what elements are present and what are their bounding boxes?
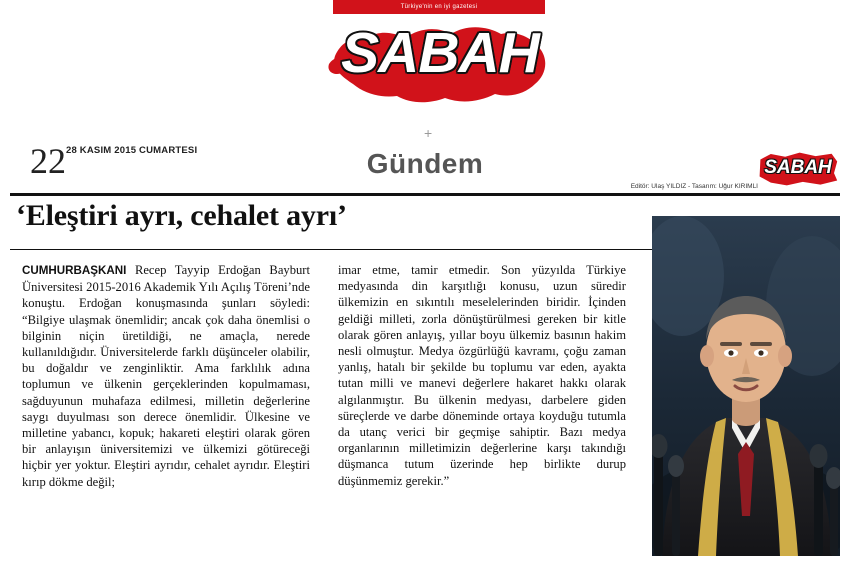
article-lead: CUMHURBAŞKANI xyxy=(22,264,127,277)
masthead-logo xyxy=(315,0,565,120)
page-number: 22 xyxy=(30,141,66,181)
mini-sabah-logo xyxy=(758,152,838,186)
article-column-1-text: Recep Tayyip Erdoğan Bayburt Üniversitesi 2015-2016 Akademik Yılı Açılış Töreni’nde konuştu. Erdoğan konuşmasında şunları söyledi: “Bilgiye ulaşmak önemlidir; ancak çok daha önemlisi o bilginin niçin üretildiği, ne amaçla, nerede kullanıldığıdır. Üniversitelerde farklı düşünceler olabilir, bu doğaldır ve zenginliktir. Ama farklılık adına toplumun ve ülkenin gerçeklerinden kopulmaması, sağduyunun muhafaza edilmesi, milletin değerlerine saygı duyulması son derece önemlidir. Ülkesine ve milletine yabancı, kopuk; hakareti eleştiri olarak gören bir anlayışın üniversitemizi ve ülkemizi götüreceği hiçbir yer yoktur. Eleştiri ayrıdır, cehalet ayrıdır. Eleştiri kırıp dökme değil; xyxy=(22,263,310,489)
article-headline: ‘Eleştiri ayrı, cehalet ayrı’ xyxy=(16,199,347,232)
masthead-wordmark: SABAH xyxy=(341,21,539,85)
mini-logo-wordmark: SABAH xyxy=(764,157,832,178)
divider-top xyxy=(10,193,840,196)
credits-line: Editör: Ulaş YILDIZ - Tasarım: Uğur KIRIMLI xyxy=(630,183,758,190)
plus-mark: + xyxy=(424,125,433,141)
article-column-2 xyxy=(338,262,626,489)
article-column-2-text: imar etme, tamir etmedir. Son yüzyılda Türkiye medyasında din karşıtlığı konusu, uzun süredir ülkemizin en sıkıntılı meselelerinden biridir. İçinden geldiği milleti, zorla dönüştürülmesi gereken bir kitle olarak gören anlayış, yıllar boyu ülkemiz basının hakim nesli olmuştur. Medya özgürlüğü kavramı, çoğu zaman yanlış, hatalı bir şekilde bu toplumu var eden, ayakta tutan milli ve manevi değerlere hakaret hakkı olarak algılanmıştır. Bu ülkenin medyası, darbelere giden süreçlerde ve darbe döneminde ortaya koyduğu tutumla da utanç verici bir geçmişe sahiptir. Bazı medya organlarının milletimizin değerlerine karşı takındığı düşmanca tutum üzerinde hep birlikte durup düşünmemiz gerekir.” xyxy=(338,263,626,488)
masthead xyxy=(0,0,850,120)
erdogan-portrait xyxy=(652,216,840,556)
page-date: 28 KASIM 2015 CUMARTESI xyxy=(66,145,198,156)
section-title: Gündem xyxy=(366,148,484,179)
masthead-tagline: Türkiye'nin en iyi gazetesi xyxy=(400,4,478,10)
article-column-1 xyxy=(22,262,310,490)
